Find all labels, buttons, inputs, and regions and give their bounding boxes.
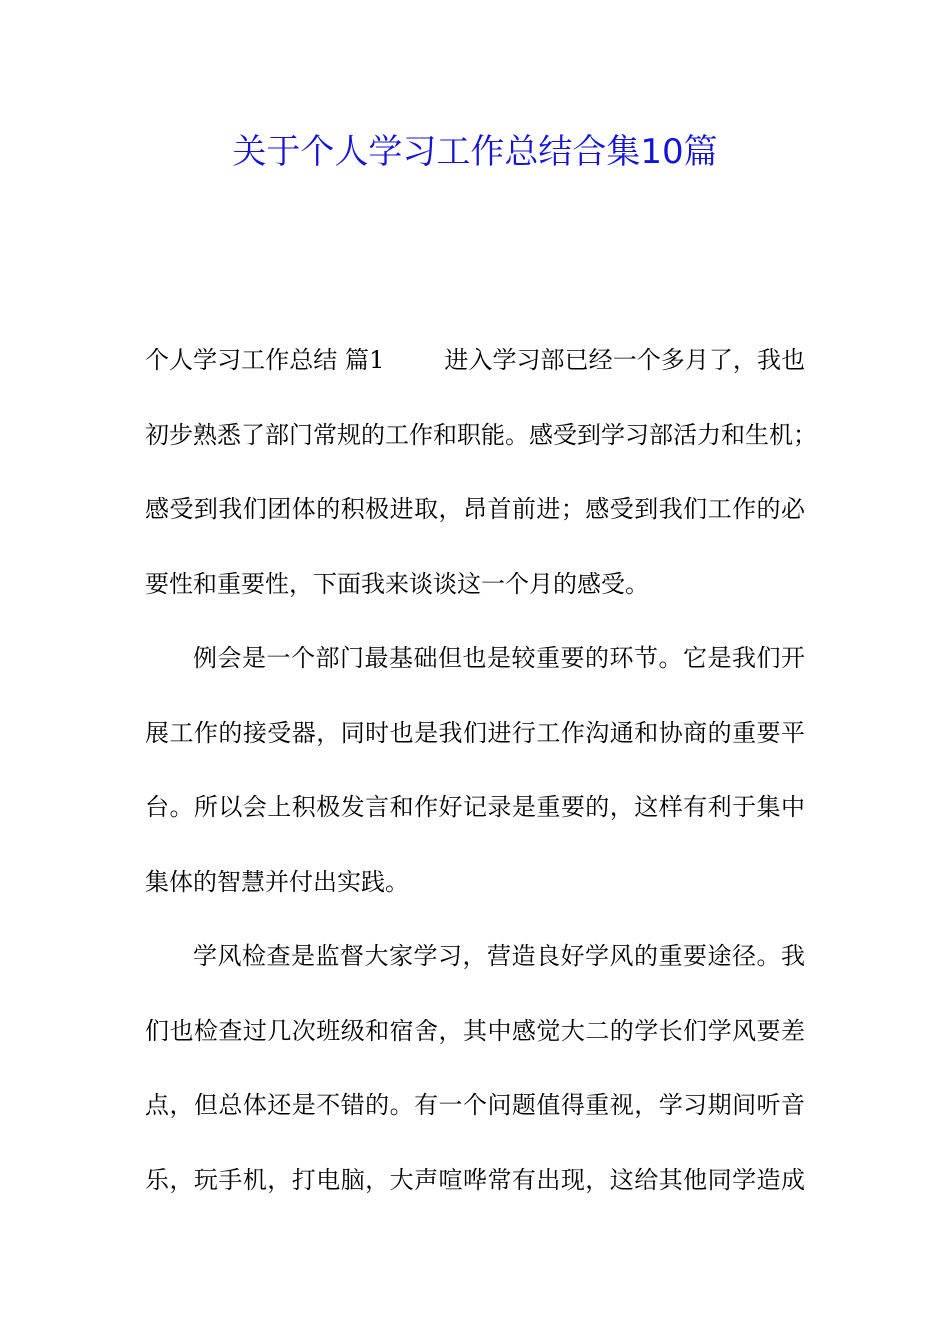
text-line: 展工作的接受器，同时也是我们进行工作沟通和协商的重要平 (145, 718, 805, 747)
text-line: 乐，玩手机，打电脑，大声喧哗常有出现，这给其他同学造成 (145, 1165, 805, 1194)
text-line: 要性和重要性，下面我来谈谈这一个月的感受。 (145, 569, 649, 598)
text-line: 学风检查是监督大家学习，营造良好学风的重要途径。我 (193, 942, 805, 970)
text-line: 点，但总体还是不错的。有一个问题值得重视，学习期间听音 (145, 1091, 805, 1119)
document-body (145, 331, 817, 1225)
section-heading: 个人学习工作总结 篇1 (145, 346, 385, 374)
text-line: 感受到我们团体的积极进取，昂首前进；感受到我们工作的必 (145, 495, 805, 523)
text-line: 初步熟悉了部门常规的工作和职能。感受到学习部活力和生机； (145, 420, 817, 449)
text-line: 台。所以会上积极发言和作好记录是重要的，这样有利于集中 (145, 793, 805, 821)
text-line: 们也检查过几次班级和宿舍，其中感觉大二的学长们学风要差 (145, 1016, 805, 1045)
paragraph-1-line-1 (145, 331, 805, 406)
text-line: 例会是一个部门最基础但也是较重要的环节。它是我们开 (193, 644, 805, 672)
text-line: 集体的智慧并付出实践。 (145, 867, 409, 896)
document-title: 关于个人学习工作总结合集10篇 (232, 132, 718, 172)
text-line: 进入学习部已经一个多月了，我也 (444, 346, 805, 374)
